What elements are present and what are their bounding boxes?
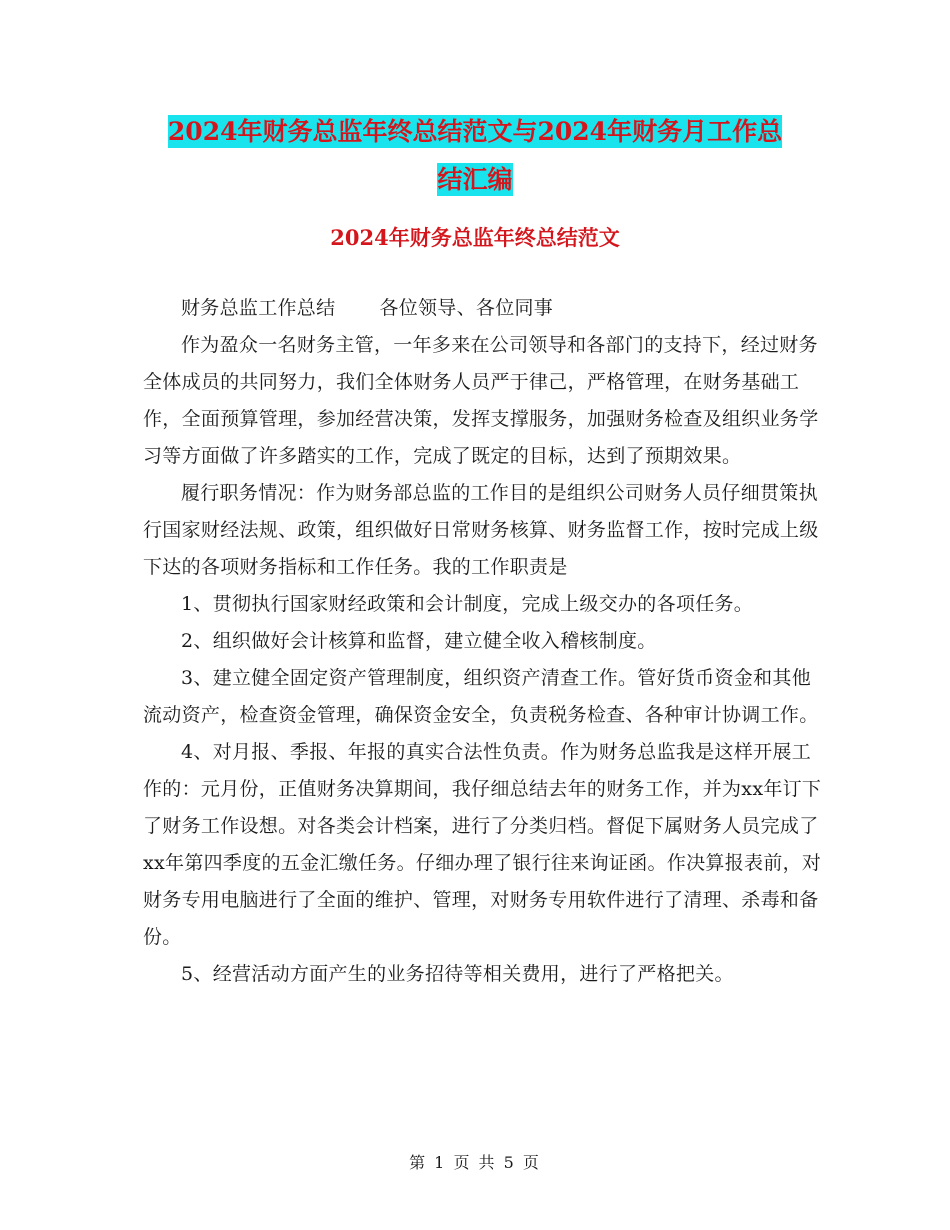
title-line-1: 2024年财务总监年终总结范文与2024年财务月工作总 bbox=[167, 117, 783, 146]
paragraph-item-4: 4、对月报、季报、年报的真实合法性负责。作为财务总监我是这样开展工作的：元月份，正值财务决算期间，我仔细总结去年的财务工作，并为xx年订下了财务工作设想。对各类会计档案，进行了分类归档。督促下属财务人员完成了xx年第四季度的五金汇缴任务。仔细办理了银行往来询证函。作决算报表前，对财务专用电脑进行了全面的维护、管理，对财务专用软件进行了清理、杀毒和备份。 bbox=[143, 741, 822, 948]
section-title: 2024年财务总监年终总结范文 bbox=[330, 225, 620, 250]
paragraph-intro: 作为盈众一名财务主管，一年多来在公司领导和各部门的支持下，经过财务全体成员的共同努力，我们全体财务人员严于律己，严格管理，在财务基础工作，全面预算管理，参加经营决策，发挥支撑服务，加强财务检查及组织业务学习等方面做了许多踏实的工作，完成了既定的目标，达到了预期效果。 bbox=[143, 334, 819, 467]
greeting-line bbox=[143, 290, 823, 327]
paragraph-item-5: 5、经营活动方面产生的业务招待等相关费用，进行了严格把关。 bbox=[181, 963, 734, 985]
page-footer: 第 1 页 共 5 页 bbox=[409, 1153, 541, 1172]
paragraph-item-2: 2、组织做好会计核算和监督，建立健全收入稽核制度。 bbox=[181, 630, 657, 652]
paragraph-duties: 履行职务情况：作为财务部总监的工作目的是组织公司财务人员仔细贯策执行国家财经法规、政策，组织做好日常财务核算、财务监督工作，按时完成上级下达的各项财务指标和工作任务。我的工作职责是 bbox=[143, 482, 819, 578]
paragraph-item-1: 1、贯彻执行国家财经政策和会计制度，完成上级交办的各项任务。 bbox=[181, 593, 754, 615]
greeting-right: 各位领导、各位同事 bbox=[379, 297, 554, 319]
title-line-2: 结汇编 bbox=[437, 165, 513, 194]
document-title bbox=[0, 108, 950, 204]
paragraph-item-3: 3、建立健全固定资产管理制度，组织资产清查工作。管好货币资金和其他流动资产，检查资金管理，确保资金安全，负责税务检查、各种审计协调工作。 bbox=[143, 667, 819, 726]
greeting-left: 财务总监工作总结 bbox=[181, 297, 336, 319]
document-body bbox=[143, 290, 823, 993]
